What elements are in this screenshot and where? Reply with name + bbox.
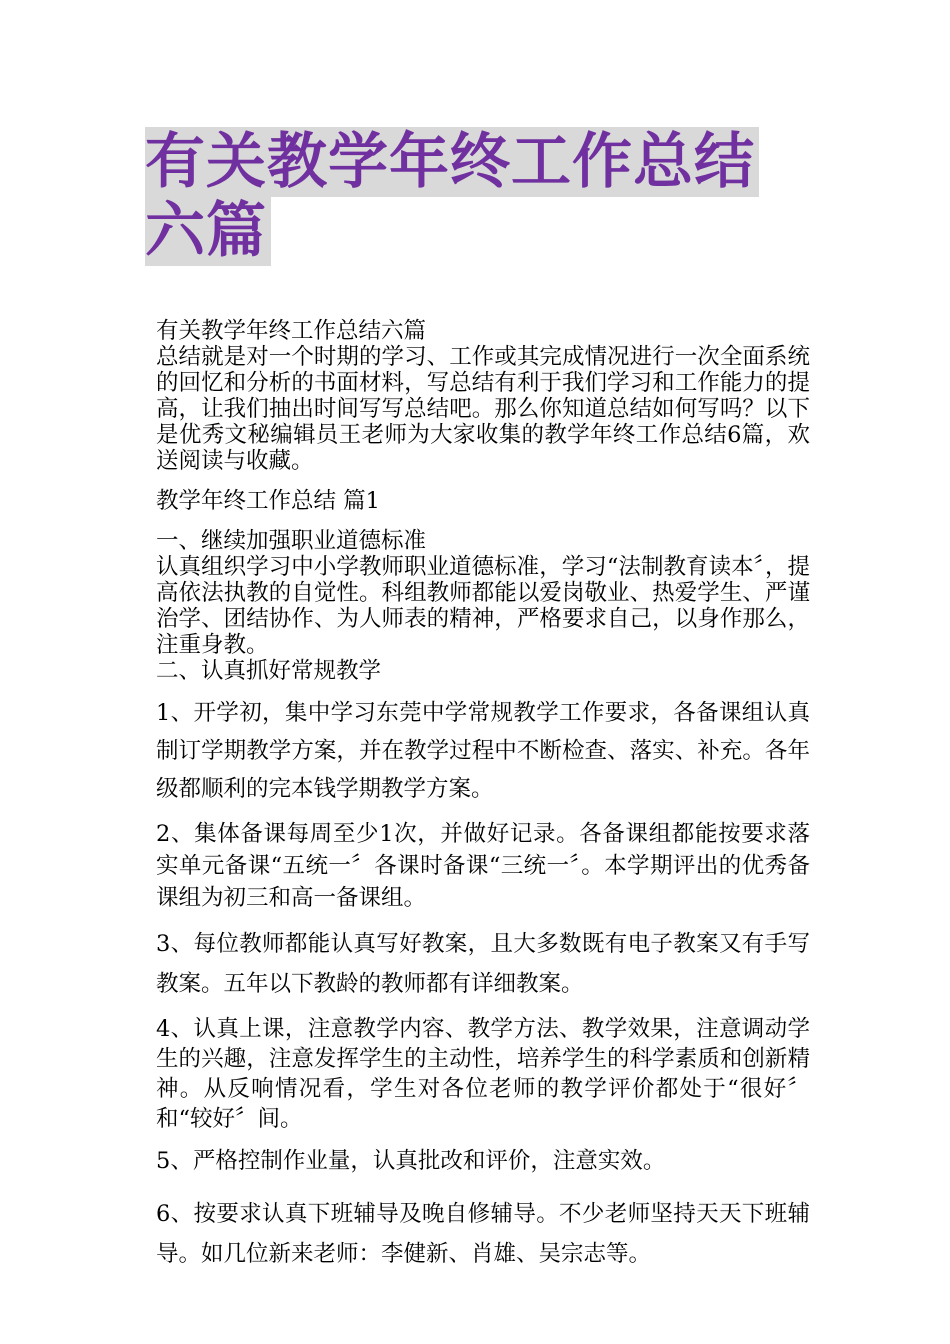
document-title xyxy=(145,128,810,266)
title-block xyxy=(145,128,810,266)
subtitle-paragraph: 有关教学年终工作总结六篇 xyxy=(156,318,427,344)
list-item-5: 5、严格控制作业量，认真批改和评价，注意实效。 xyxy=(156,1148,666,1174)
document-title-text: 有关教学年终工作总结六篇 xyxy=(145,127,759,266)
subheading-ethics: 一、继续加强职业道德标准 xyxy=(156,528,427,554)
paragraph-ethics: 认真组织学习中小学教师职业道德标准，学习“法制教育读本〞，提高依法执教的自觉性。科组教师都能以爱岗敬业、热爱学生、严谨治学、团结协作、为人师表的精神，严格要求自己，以身作那么，注重身教。 xyxy=(156,554,810,658)
document-body xyxy=(145,318,810,1274)
list-item-1: 1、开学初，集中学习东莞中学常规教学工作要求，各备课组认真制订学期教学方案，并在教学过程中不断检查、落实、补充。各年级都顺利的完本钱学期教学方案。 xyxy=(156,700,810,802)
list-item-4: 4、认真上课，注意教学内容、教学方法、教学效果，注意调动学生的兴趣，注意发挥学生的主动性，培养学生的科学素质和创新精神。从反响情况看，学生对各位老师的教学评价都处于“很好〞和“较好〞间。 xyxy=(156,1016,810,1132)
list-item-2: 2、集体备课每周至少1次，并做好记录。各备课组都能按要求落实单元备课“五统一〞各课时备课“三统一〞。本学期评出的优秀备课组为初三和高一备课组。 xyxy=(156,821,810,911)
subheading-routine-teaching: 二、认真抓好常规教学 xyxy=(156,658,382,684)
intro-paragraph: 总结就是对一个时期的学习、工作或其完成情况进行一次全面系统的回忆和分析的书面材料，写总结有利于我们学习和工作能力的提高，让我们抽出时间写写总结吧。那么你知道总结如何写吗？以下是优秀文秘编辑员王老师为大家收集的教学年终工作总结6篇，欢送阅读与收藏。 xyxy=(156,344,810,474)
list-item-3: 3、每位教师都能认真写好教案，且大多数既有电子教案又有手写教案。五年以下教龄的教师都有详细教案。 xyxy=(156,931,810,997)
list-item-6: 6、按要求认真下班辅导及晚自修辅导。不少老师坚持天天下班辅导。如几位新来老师：李健新、肖雄、吴宗志等。 xyxy=(156,1201,810,1267)
section-heading-1: 教学年终工作总结 篇1 xyxy=(156,488,380,514)
